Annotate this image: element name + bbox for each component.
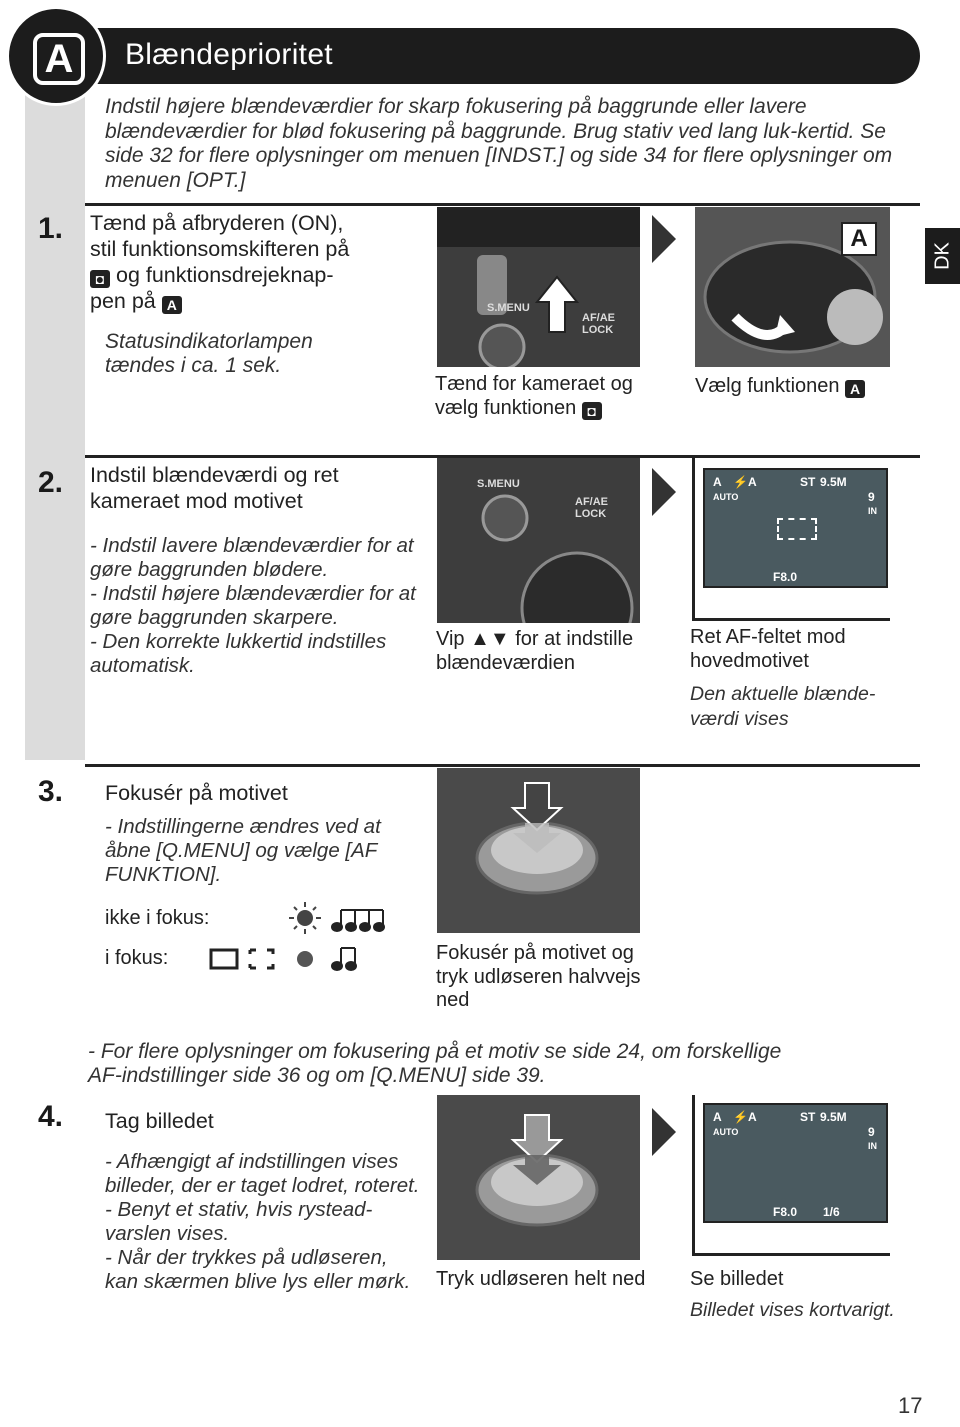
lcd-screen [703,1103,888,1223]
left-sidebar-band [25,60,85,760]
intro-text: Indstil højere blændeværdier for skarp fokusering på baggrunde eller lavere blændeværdier for blød fokusering på baggrunde. Brug stativ ved lang luk-kertid. Se side 32 for flere oplysninger om menuen [INDST.] og side 34 for flere oplysninger om menuen [OPT.] [105,95,893,192]
rocker-illustration [437,458,640,623]
lcd-mode: A [713,1110,722,1124]
lcd-fnumber: F8.0 [773,570,798,584]
step2-number: 2. [38,466,64,499]
shutter-half-photo [437,768,640,933]
lcd-mode: A [713,475,722,489]
step2-list [90,534,420,678]
aperture-mode-icon [6,6,106,106]
step1-title-line [90,262,420,288]
camera-switch-illustration [437,207,640,367]
step1-title-line: Tænd på afbryderen (ON), [90,211,344,235]
smenu-label: S.MENU [487,302,530,314]
step1-title-text: og funktionsdrejeknap- [115,263,334,287]
lcd-in: IN [868,506,877,516]
arrow-next-icon [652,1108,676,1156]
mode-a-icon: A [845,380,865,398]
lcd-flash: ⚡A [733,1110,757,1124]
divider-line [692,1095,695,1255]
lcd-count: 9 [868,490,875,504]
step1-caption1-text: Tænd for kameraet og vælg funktionen [435,373,633,419]
step4-caption2-note: Billedet vises kortvarigt. [690,1299,895,1321]
af-frame [777,518,817,540]
in-focus-label: i fokus: [105,947,169,969]
step4-caption1: Tryk udløseren helt ned [436,1268,646,1290]
blink-icon [289,902,321,934]
lcd-count: 9 [868,1125,875,1139]
step1-title-text: pen på [90,289,156,313]
list-item: - Afhængigt af indstillingen vises billeder, der er taget lodret, roteret. [105,1150,420,1197]
step1-rule [85,203,920,206]
divider-line [692,455,695,620]
arrow-next-icon [652,215,676,263]
step1-caption2 [695,375,895,399]
two-beeps-icon [332,948,356,970]
page-title: Blændeprioritet [125,38,333,71]
lcd-size: 9.5M [820,475,847,489]
step3-number: 3. [38,775,64,808]
step3-caption: Fokusér på motivet og tryk udløseren halvvejs ned [436,942,641,1011]
camera-switch-photo [437,207,640,367]
lcd-flash: ⚡A [733,475,757,489]
shutter-half-illustration [437,768,640,933]
mode-letter: A [33,33,85,85]
focus-indicators [205,900,395,980]
list-item: - Indstil højere blændeværdier for at gøre baggrunden skarpere. [90,582,416,629]
list-item: - Den korrekte lukkertid indstilles automatisk. [90,630,387,677]
lcd-fnumber: F8.0 [773,1205,798,1219]
list-item: - Når der trykkes på udløseren, kan skærmen blive lys eller mørk. [105,1246,411,1293]
not-focus-label: ikke i fokus: [105,907,210,929]
step1-number: 1. [38,212,64,245]
lcd-screen [703,468,888,588]
shutter-full-illustration [437,1095,640,1260]
camera-icon: ◘ [582,402,602,420]
af-frame-icons [211,950,273,968]
lcd-size: 9.5M [820,1110,847,1124]
step4-number: 4. [38,1100,64,1133]
camera-icon: ◘ [90,270,110,288]
step4-list [105,1150,420,1294]
lcd-shutter: 1/6 [823,1205,840,1219]
step3-rule [85,764,920,767]
list-item: - Benyt et stativ, hvis rystead-varslen vises. [105,1198,373,1245]
smenu-label: S.MENU [477,478,520,490]
lcd-auto: AUTO [713,492,739,502]
step1-caption2-text: Vælg funktionen [695,375,840,397]
lcd-st: ST [800,1110,816,1124]
step1-note: Statusindikatorlampen tændes i ca. 1 sek. [105,330,313,377]
step1-title [90,210,420,314]
page-number: 17 [898,1393,923,1418]
arrow-next-icon [652,468,676,516]
focus-dot-icon [297,951,313,967]
step1-caption1 [435,373,655,420]
step2-caption2: Ret AF-feltet mod hovedmotivet [690,626,846,672]
language-tab [925,228,960,284]
language-tab-label: DK [931,242,953,270]
step2-title: Indstil blændeværdi og ret kameraet mod motivet [90,463,339,513]
shutter-full-photo [437,1095,640,1260]
lock-label: AF/AE LOCK [582,312,615,336]
step3-list-item: - Indstillingerne ændres ved at åbne [Q.MENU] og vælge [AF FUNKTION]. [105,815,381,886]
divider-line [692,1253,890,1256]
lock-label: AF/AE LOCK [575,496,608,520]
divider-line [692,618,890,621]
lcd-in: IN [868,1141,877,1151]
step4-title: Tag billedet [105,1109,214,1133]
lcd-auto: AUTO [713,1127,739,1137]
mode-dial-photo [695,207,890,367]
step3-note: - For flere oplysninger om fokusering på et motiv se side 24, om forskellige AF-indstillinger side 36 og om [Q.MENU] side 39. [88,1040,782,1087]
lcd-st: ST [800,475,816,489]
list-item: - Indstil lavere blændeværdier for at gøre baggrunden blødere. [90,534,414,581]
mode-a-icon: A [162,296,182,314]
rocker-photo [437,458,640,623]
step3-title: Fokusér på motivet [105,781,288,805]
step1-title-line [90,288,420,314]
step1-title-line: stil funktionsomskifteren på [90,237,350,261]
mode-a-badge: A [841,222,877,256]
four-beeps-icon [332,910,384,931]
step2-caption1: Vip ▲▼ for at indstille blændeværdien [436,628,634,674]
step2-caption2-note: Den aktuelle blænde-værdi vises [690,683,876,730]
step4-caption2: Se billedet [690,1268,784,1290]
